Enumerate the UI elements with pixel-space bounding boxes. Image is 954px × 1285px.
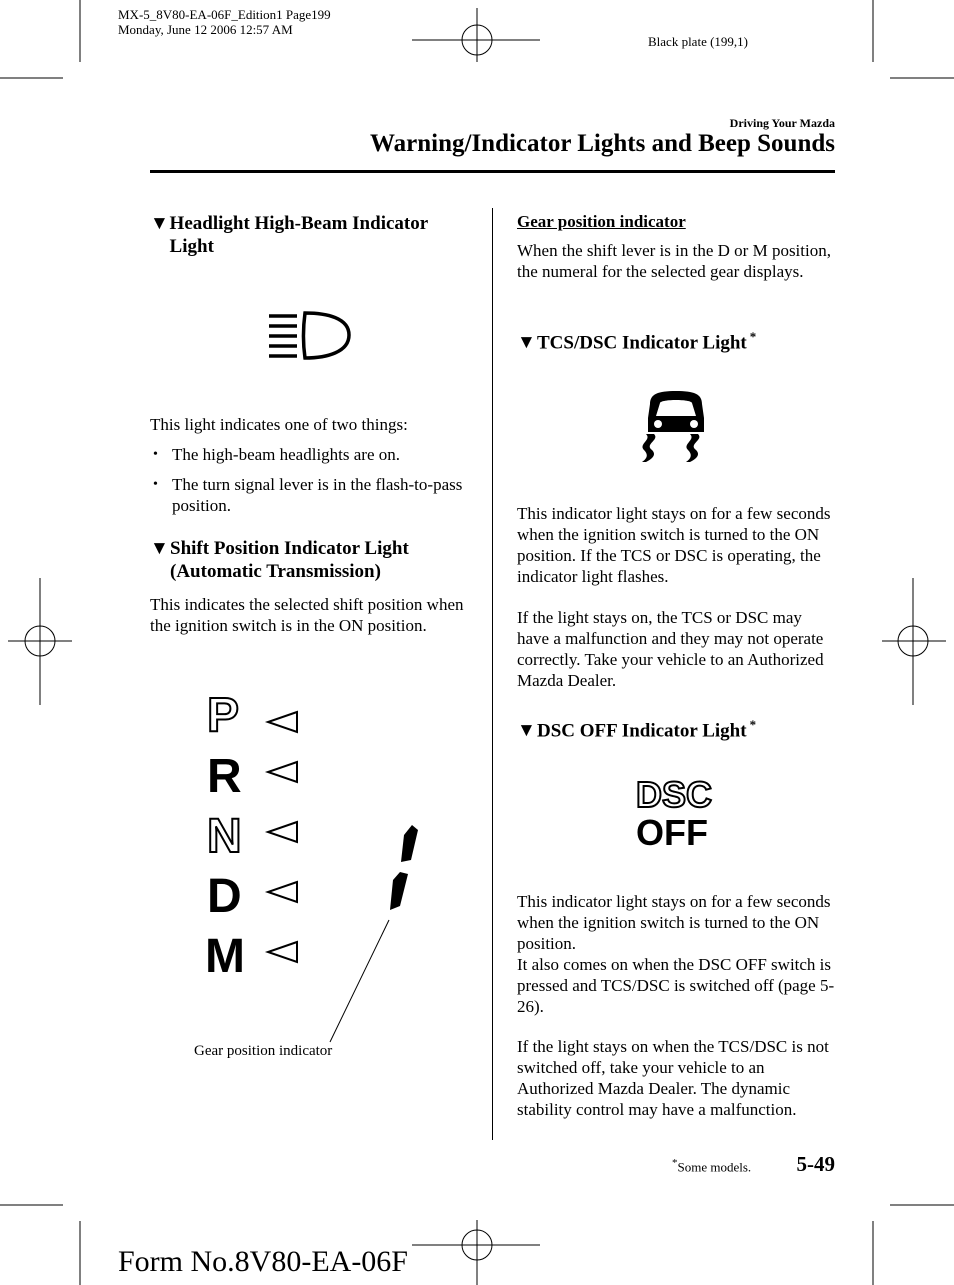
footnote: *Some models. [672, 1157, 752, 1175]
triangle-icon: ▼ [517, 720, 536, 742]
pointer-triangle-icon [268, 942, 297, 962]
pointer-triangle-icon [268, 882, 297, 902]
off-icon-text: OFF [636, 812, 708, 853]
dsc-heading: ▼DSC OFF Indicator Light * [517, 717, 757, 742]
tcs-heading: ▼TCS/DSC Indicator Light * [517, 329, 757, 354]
gear-position-caption: Gear position indicator [194, 1043, 333, 1059]
form-number: Form No.8V80-EA-06F [118, 1245, 408, 1278]
dsc-off-icon [636, 776, 712, 852]
page-number: 5-49 [796, 1152, 835, 1176]
list-item: • The high-beam headlights are on. [150, 444, 470, 465]
gear-letter-p: P [207, 689, 240, 742]
gear-letter-r: R [207, 750, 242, 803]
dsc-para2: If the light stays on when the TCS/DSC is not switched off, take your vehicle to an Authorized Mazda Dealer. The dynamic stability control may have a malfunction. [517, 1037, 829, 1119]
dsc-icon-text: DSC [636, 774, 713, 815]
high-beam-icon [265, 310, 355, 362]
gear-letter-m: M [205, 930, 245, 983]
dsc-para1: This indicator light stays on for a few seconds when the ignition switch is turned to the ON position. It also comes on when the DSC OFF switch is pressed and TCS/DSC is switched off (page 5-26). [517, 892, 835, 1016]
column-divider [492, 208, 493, 1140]
headlight-intro: This light indicates one of two things: [150, 415, 408, 434]
print-meta [118, 7, 331, 37]
list-item: • The turn signal lever is in the flash-to-pass position. [150, 474, 470, 516]
gear-segment-upper [401, 825, 418, 862]
gear-position-heading: Gear position indicator [517, 212, 686, 231]
headlight-bullets [150, 444, 470, 525]
headlight-heading: ▼ Headlight High-Beam Indicator Light [150, 213, 428, 257]
section-label: Driving Your Mazda [729, 116, 835, 130]
gear-position-body: When the shift lever is in the D or M position, the numeral for the selected gear displays. [517, 241, 831, 281]
print-meta-line2: Monday, June 12 2006 12:57 AM [118, 22, 293, 37]
triangle-icon: ▼ [150, 213, 169, 234]
pointer-triangle-icon [268, 712, 297, 732]
shift-indicator-graphic [260, 690, 440, 1050]
page-title: Warning/Indicator Lights and Beep Sounds [370, 130, 835, 157]
tcs-para2: If the light stays on, the TCS or DSC may have a malfunction and they may not operate correctly. Take your vehicle to an Authorized Mazda Dealer. [517, 608, 824, 690]
triangle-icon: ▼ [517, 332, 536, 354]
shift-body: This indicates the selected shift position when the ignition switch is in the ON position. [150, 595, 464, 635]
gear-segment-lower [390, 872, 408, 910]
header-rule [150, 170, 835, 173]
pointer-triangle-icon [268, 822, 297, 842]
print-meta-line1: MX-5_8V80-EA-06F_Edition1 Page199 [118, 7, 331, 22]
tcs-para1: This indicator light stays on for a few seconds when the ignition switch is turned to the ON position. If the TCS or DSC is operating, the indicator light flashes. [517, 504, 831, 586]
pointer-triangle-icon [268, 762, 297, 782]
plate-label: Black plate (199,1) [648, 34, 748, 49]
shift-heading: ▼ Shift Position Indicator Light (Automatic Transmission) [150, 538, 409, 582]
triangle-icon: ▼ [150, 538, 169, 559]
skidding-car-icon [640, 388, 712, 464]
gear-letter-d: D [207, 870, 242, 923]
gear-letter-n: N [207, 810, 242, 863]
